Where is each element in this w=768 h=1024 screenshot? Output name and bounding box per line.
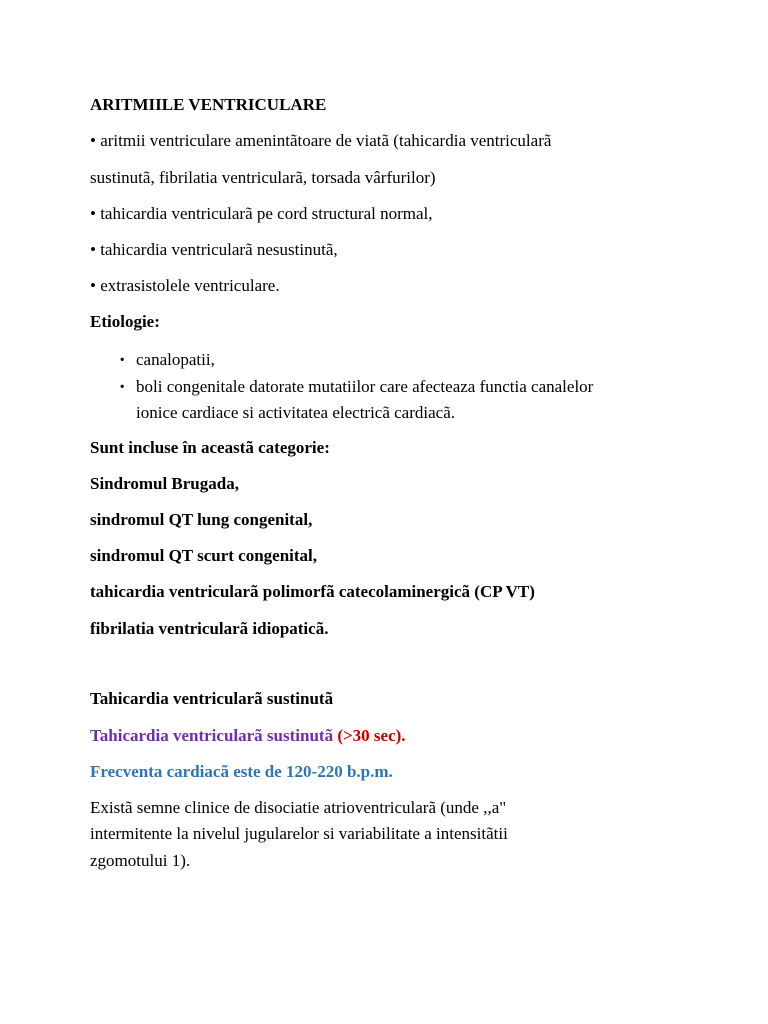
- intro-line: • aritmii ventriculare amenintãtoare de viatã (tahicardia ventricularã: [90, 131, 552, 150]
- heart-rate-line: Frecventa cardiacã este de 120-220 b.p.m.: [90, 762, 393, 781]
- category-item: Sindromul Brugada,: [90, 474, 239, 493]
- etiology-label: Etiologie:: [90, 312, 160, 331]
- sustained-vt-text: Tahicardia ventricularã sustinutã: [90, 726, 334, 745]
- category-label: Sunt incluse în aceastã categorie:: [90, 438, 330, 457]
- etiology-item-text: canalopatii,: [136, 350, 215, 369]
- intro-line: • extrasistolele ventriculare.: [90, 276, 280, 295]
- intro-line: • tahicardia ventricularã pe cord structural normal,: [90, 204, 433, 223]
- sustained-duration-line: [90, 726, 406, 746]
- etiology-item-text: boli congenitale datorate mutatiilor care afecteaza functia canalelor: [136, 377, 594, 396]
- intro-line: sustinutã, fibrilatia ventricularã, torsada vârfurilor): [90, 168, 436, 187]
- category-item: tahicardia ventricularã polimorfã catecolaminergicã (CP VT): [90, 582, 535, 601]
- bullet-icon: [118, 373, 136, 400]
- paragraph-line: Existã semne clinice de disociatie atrioventricularã (unde ,,a": [90, 798, 507, 817]
- section-title: Tahicardia ventricularã sustinutã: [90, 689, 334, 708]
- bullet-icon: [118, 346, 136, 373]
- etiology-item-continuation: ionice cardiace si activitatea electricã cardiacã.: [136, 403, 455, 422]
- intro-line: • tahicardia ventricularã nesustinutã,: [90, 240, 338, 259]
- category-item: fibrilatia ventricularã idiopaticã.: [90, 619, 329, 638]
- category-item: sindromul QT lung congenital,: [90, 510, 313, 529]
- paragraph-line: zgomotului 1).: [90, 851, 191, 870]
- etiology-list-item: [136, 373, 593, 400]
- document-heading: ARITMIILE VENTRICULARE: [90, 95, 327, 114]
- duration-text: (>30 sec).: [337, 726, 406, 745]
- category-item: sindromul QT scurt congenital,: [90, 546, 318, 565]
- etiology-list-item: [136, 346, 215, 373]
- paragraph-line: intermitente la nivelul jugularelor si variabilitate a intensitãtii: [90, 824, 508, 843]
